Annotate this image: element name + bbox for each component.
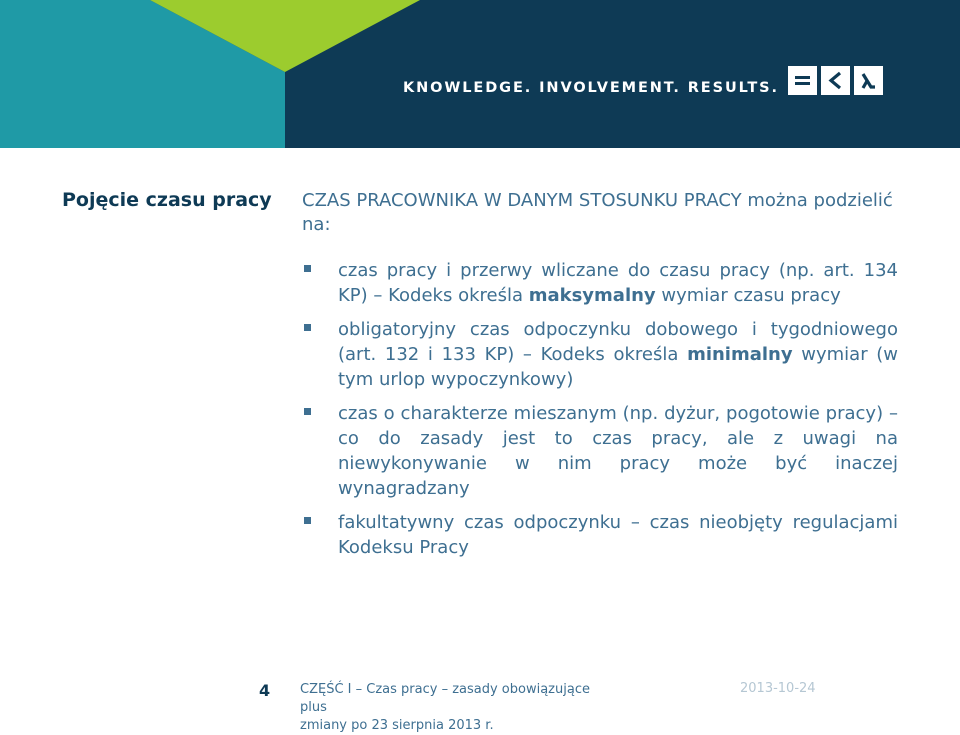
- footer-section-line2: zmiany po 23 sierpnia 2013 r.: [300, 718, 494, 733]
- bullet-text: wymiar czasu pracy: [655, 285, 841, 306]
- bullet-emphasis: minimalny: [687, 344, 793, 365]
- logo: [788, 66, 883, 95]
- bullet-text: wymiar (w tym urlop wypoczynkowy): [338, 344, 898, 390]
- bullet-item: [302, 510, 898, 560]
- square-bullet-icon: [304, 408, 311, 415]
- bullet-item: [302, 317, 898, 392]
- header-banner: [0, 0, 960, 148]
- equals-icon: [788, 66, 817, 95]
- less-than-icon: [821, 66, 850, 95]
- square-bullet-icon: [304, 324, 311, 331]
- square-bullet-icon: [304, 517, 311, 524]
- page-number: 4: [259, 681, 271, 700]
- bullet-text: obligatoryjny czas odpoczynku dobowego i tygodniowego (art. 132 i 133 KP) – Kodeks określa: [338, 319, 898, 365]
- lambda-icon: [854, 66, 883, 95]
- bullet-text: fakultatywny czas odpoczynku – czas nieobjęty regulacjami Kodeksu Pracy: [338, 512, 898, 558]
- bullet-emphasis: maksymalny: [528, 285, 656, 306]
- bullet-text: czas o charakterze mieszanym (np. dyżur, pogotowie pracy) – co do zasady jest to czas pracy, ale z uwagi na niewykonywanie w nim pracy może być inaczej wynagradzany: [338, 403, 898, 499]
- tagline: KNOWLEDGE. INVOLVEMENT. RESULTS.: [403, 80, 779, 96]
- bullet-list: [302, 258, 898, 569]
- square-bullet-icon: [304, 265, 311, 272]
- sidebar-title: Pojęcie czasu pracy: [62, 189, 272, 211]
- footer-date: 2013-10-24: [740, 681, 816, 696]
- bullet-item: [302, 258, 898, 308]
- intro-text: CZAS PRACOWNIKA W DANYM STOSUNKU PRACY można podzielić na:: [302, 190, 893, 235]
- footer-section-line1: CZĘŚĆ I – Czas pracy – zasady obowiązujące plus: [300, 682, 590, 715]
- bullet-text: czas pracy i przerwy wliczane do czasu pracy (np. art. 134 KP) – Kodeks określa: [338, 260, 898, 306]
- footer-section: [300, 681, 620, 735]
- bullet-item: [302, 401, 898, 501]
